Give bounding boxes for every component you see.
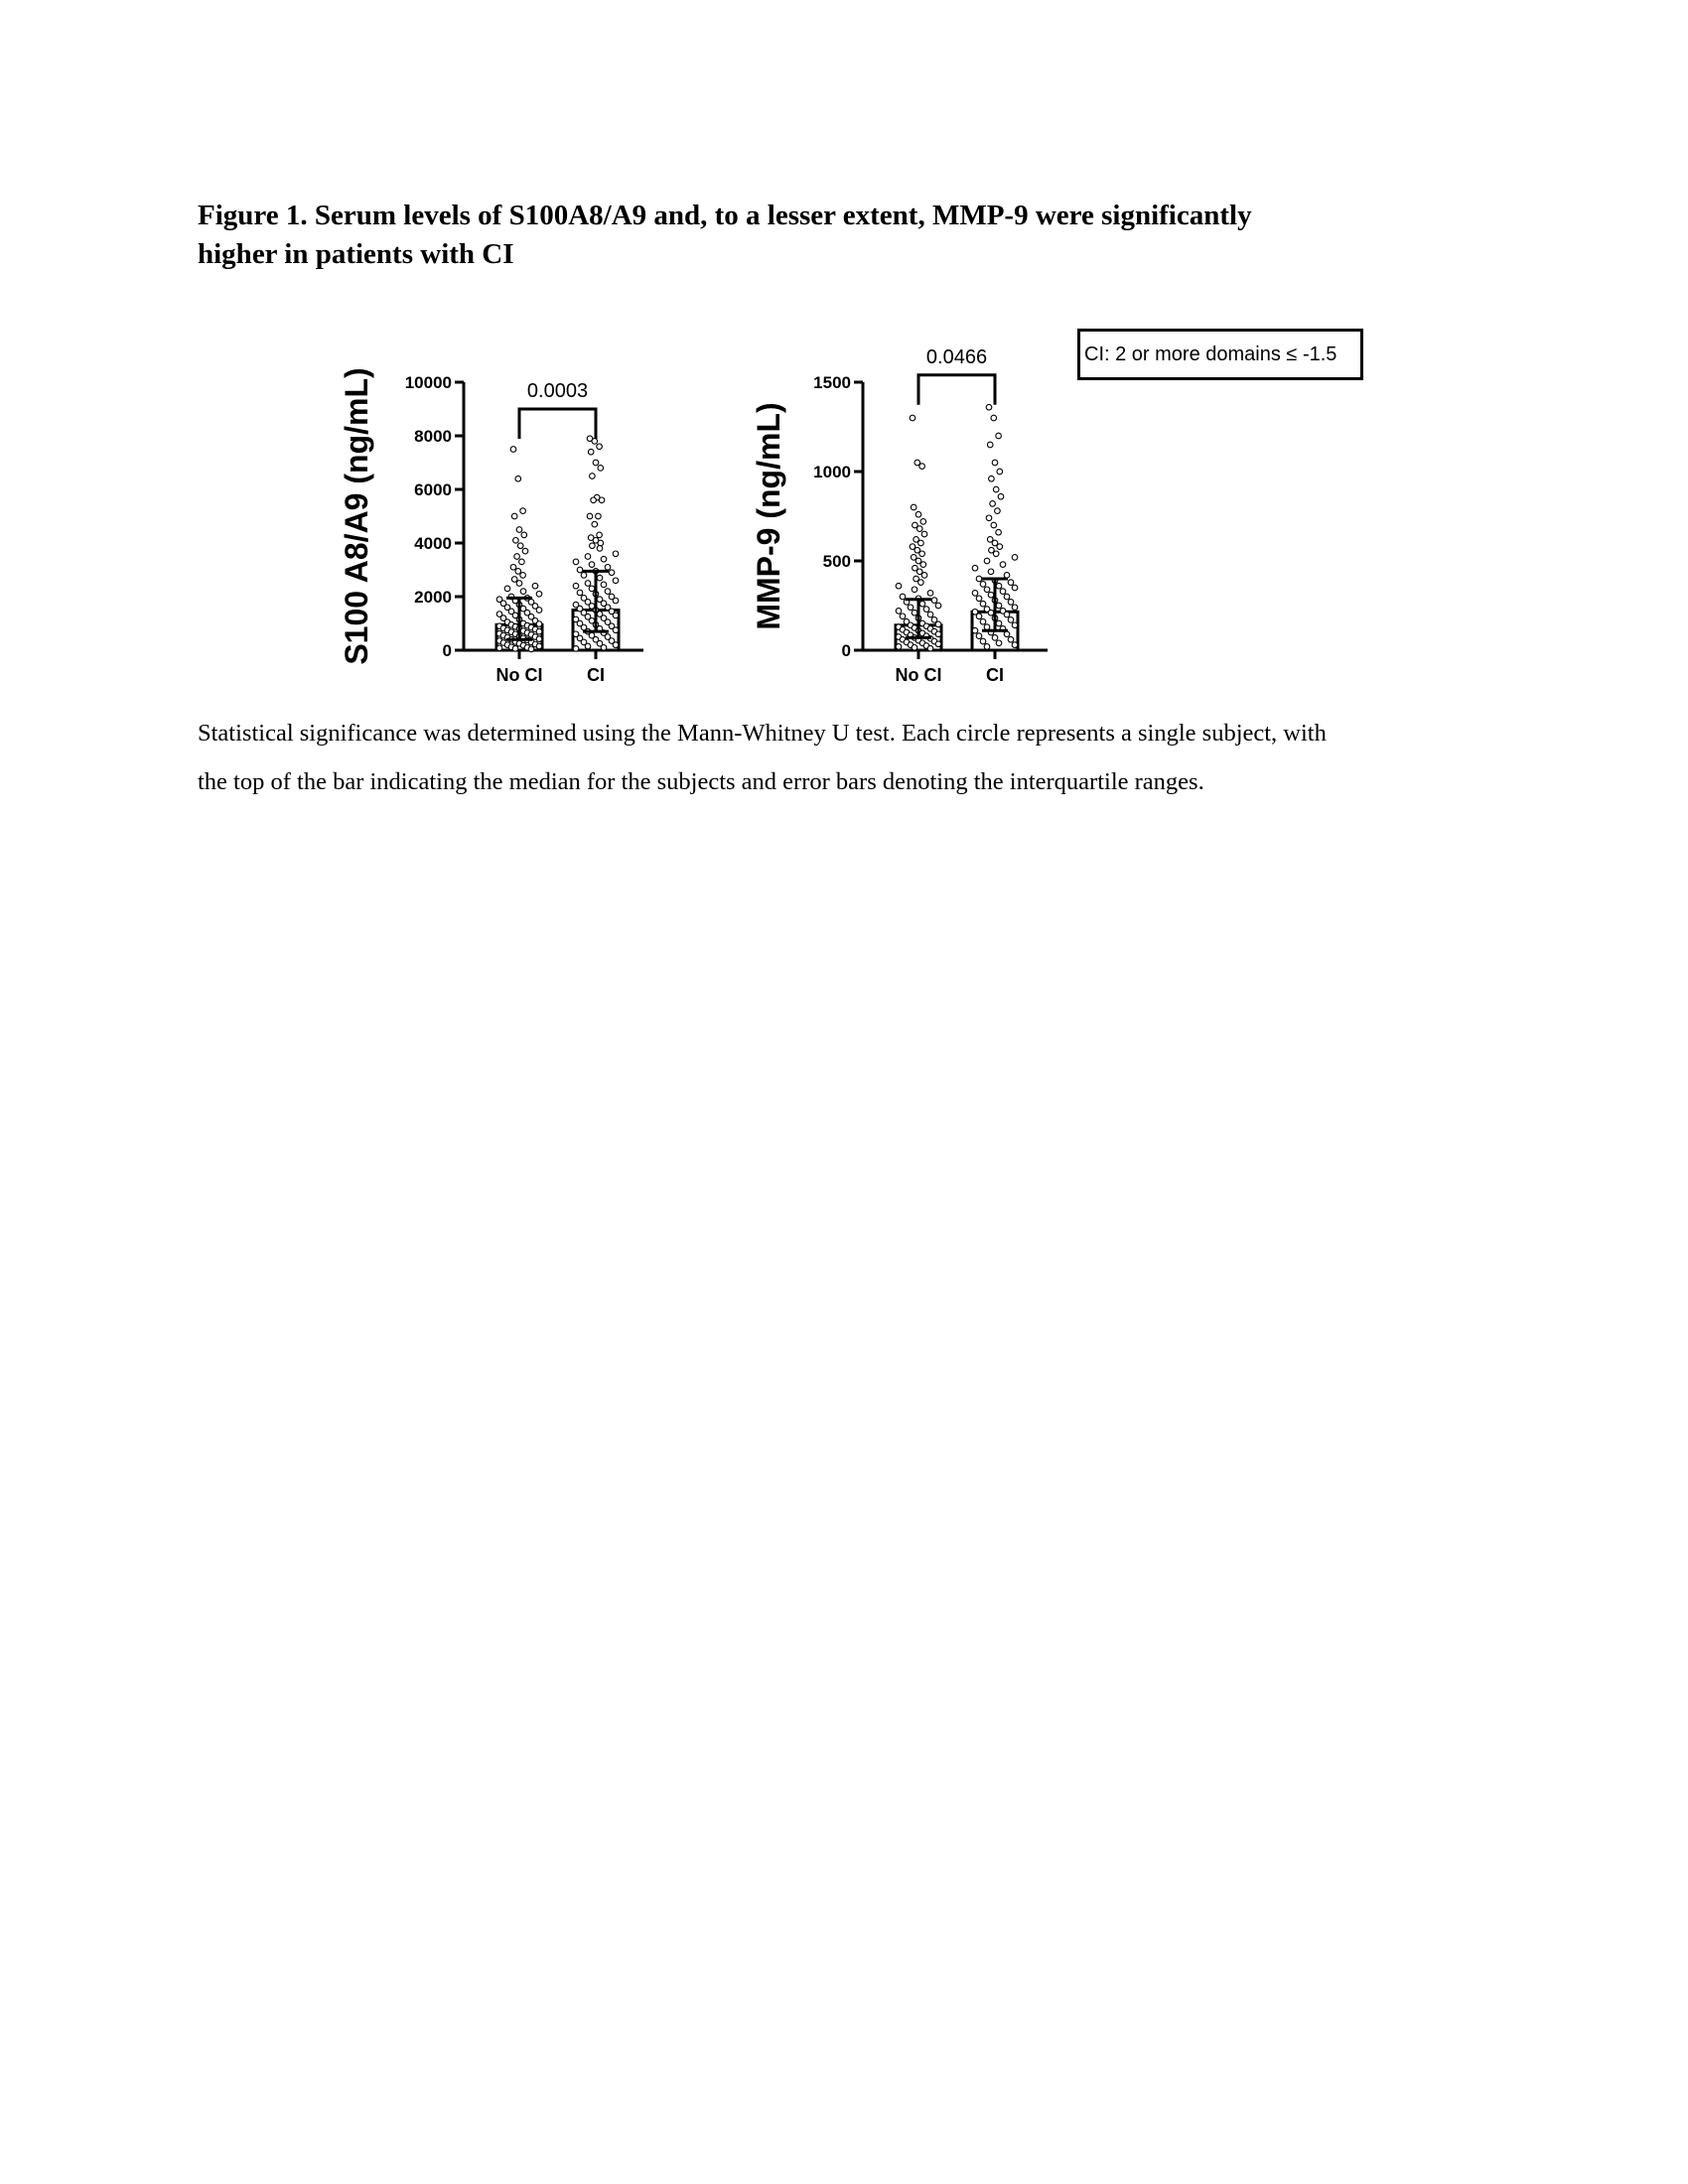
data-point [976,614,982,619]
data-point [528,646,534,652]
data-point [912,645,917,651]
data-point [519,559,525,565]
data-point [613,642,619,648]
data-point [1004,612,1010,617]
data-point [511,577,517,583]
y-tick-label: 0 [841,641,851,660]
data-point [896,609,902,614]
data-point [588,449,594,455]
ci-definition-text: CI: 2 or more domains ≤ -1.5 [1084,342,1337,365]
y-tick-label: 500 [822,552,851,571]
data-point [536,628,542,634]
data-point [536,608,542,614]
data-point [996,603,1002,609]
data-point [990,501,996,507]
data-point [605,589,611,595]
data-point [997,469,1003,475]
data-point [912,587,917,593]
data-point [511,513,517,519]
x-tick-label: CI [986,665,1004,685]
data-point [972,591,978,597]
data-point [1008,636,1014,642]
data-point [1000,589,1006,595]
data-point [921,573,927,579]
y-axis-label: S100 A8/A9 (ng/mL) [339,367,374,665]
data-point [592,439,598,445]
data-point [989,476,995,481]
data-point [573,583,579,589]
data-point [919,601,925,607]
data-point [991,522,997,528]
significance-bracket [519,409,596,439]
data-point [536,621,542,627]
data-point [986,404,992,410]
data-point [988,610,994,615]
data-point [911,504,916,510]
data-point [585,554,591,560]
data-point [908,605,914,611]
data-point [918,540,924,546]
data-point [496,645,502,651]
y-tick-label: 4000 [414,534,452,553]
data-point [995,508,1001,514]
data-point [935,603,941,609]
data-point [515,476,521,481]
data-point [998,493,1004,499]
data-point [900,594,906,600]
figure-title [198,197,1488,274]
data-point [1012,585,1018,591]
data-point [512,646,518,652]
data-point [577,590,583,596]
data-point [520,589,526,595]
s100-chart [328,357,665,695]
data-point [993,551,999,557]
data-point [1008,617,1014,623]
data-point [601,582,607,588]
data-point [980,601,986,607]
data-point [992,635,998,641]
data-point [984,624,990,630]
data-point [920,562,926,568]
data-point [515,569,521,575]
data-point [935,641,941,647]
data-point [532,583,538,589]
data-point [597,444,603,450]
data-point [918,580,924,586]
data-point [517,543,523,549]
data-point [980,582,986,588]
y-tick-label: 8000 [414,427,452,446]
data-point [587,513,593,519]
data-point [536,643,542,649]
data-point [996,620,1002,626]
data-point [996,583,1002,589]
p-value-label: 0.0466 [925,345,988,368]
data-point [910,415,915,421]
data-point [912,610,917,615]
data-point [900,614,906,619]
data-point [597,546,603,552]
data-point [972,627,978,633]
data-point [1012,555,1018,561]
data-point [997,544,1003,550]
data-point [976,576,982,582]
data-point [1004,573,1010,579]
data-point [596,513,602,519]
data-point [598,466,604,472]
data-point [976,596,982,602]
figure-title-line1: Figure 1. Serum levels of S100A8/A9 and, to a lesser extent, MMP-9 were significantly [198,200,1252,231]
data-point [590,543,596,549]
data-point [896,644,902,650]
data-point [991,415,997,421]
data-point [504,586,510,592]
figure-caption [198,709,1528,806]
y-tick-label: 10000 [404,373,452,392]
y-tick-label: 2000 [414,588,452,607]
data-point [516,527,522,533]
data-point [520,508,526,514]
data-point [613,578,619,584]
data-point [1008,580,1014,586]
data-point [996,529,1002,535]
data-point [514,554,520,560]
data-point [984,587,990,593]
caption-line1: Statistical significance was determined using the Mann-Whitney U test. Each circle represents a single subject, with [198,720,1327,747]
data-point [988,569,994,575]
data-point [988,592,994,598]
data-point [605,565,611,571]
data-point [980,618,986,624]
data-point [980,638,986,644]
data-point [591,497,597,503]
data-point [896,583,902,589]
data-point [592,521,598,527]
ci-definition-box [1077,329,1363,380]
data-point [593,460,599,466]
data-point [613,613,619,618]
data-point [927,612,933,617]
data-point [1012,642,1018,648]
data-point [536,592,542,598]
data-point [585,581,591,587]
data-point [597,575,603,581]
x-tick-label: CI [587,665,605,685]
data-point [915,511,921,517]
data-point [919,464,925,470]
caption-line2: the top of the bar indicating the median for the subjects and error bars denoting the interquartile ranges. [198,768,1204,795]
data-point [609,570,615,576]
data-point [1004,631,1010,637]
data-point [976,633,982,639]
data-point [996,433,1002,439]
y-axis-label: MMP-9 (ng/mL) [751,402,786,630]
data-point [921,531,927,537]
data-point [601,556,607,562]
data-point [589,586,595,592]
x-tick-label: No CI [895,665,942,685]
data-point [986,515,992,521]
data-point [521,532,527,538]
data-point [573,646,579,652]
data-point [510,447,516,453]
data-point [536,636,542,642]
data-point [919,551,925,557]
data-point [598,540,604,546]
data-point [589,562,595,568]
data-point [601,645,607,651]
y-tick-label: 1000 [813,463,851,481]
data-point [1008,600,1014,606]
data-point [1000,562,1006,568]
data-point [590,474,596,479]
figure-title-line2: higher in patients with CI [198,238,514,270]
y-tick-label: 0 [442,641,452,660]
data-point [522,548,528,554]
data-point [931,598,937,604]
data-point [1004,594,1010,600]
data-point [927,645,933,651]
data-point [520,573,526,579]
data-point [1012,622,1018,628]
data-point [996,640,1002,646]
data-point [987,442,993,448]
data-point [599,497,605,503]
data-point [972,565,978,571]
data-point [613,598,619,604]
x-tick-label: No CI [495,665,543,685]
data-point [993,486,999,492]
data-point [920,519,926,525]
y-tick-label: 1500 [813,373,851,392]
data-point [613,627,619,633]
data-point [984,644,990,650]
y-tick-label: 6000 [414,480,452,499]
data-point [923,607,929,613]
data-point [577,567,583,573]
data-point [613,551,619,557]
data-point [585,643,591,649]
data-point [927,591,933,597]
data-point [916,526,922,532]
p-value-label: 0.0003 [526,380,589,402]
data-point [573,559,579,565]
data-point [516,581,522,587]
data-point [1012,605,1018,611]
data-point [510,565,516,571]
data-point [935,631,941,637]
data-point [597,532,603,538]
data-point [935,621,941,627]
data-point [581,573,587,579]
mmp9-chart [735,338,1072,695]
data-point [992,460,998,466]
data-point [513,538,519,544]
significance-bracket [918,375,995,405]
data-point [984,558,990,564]
